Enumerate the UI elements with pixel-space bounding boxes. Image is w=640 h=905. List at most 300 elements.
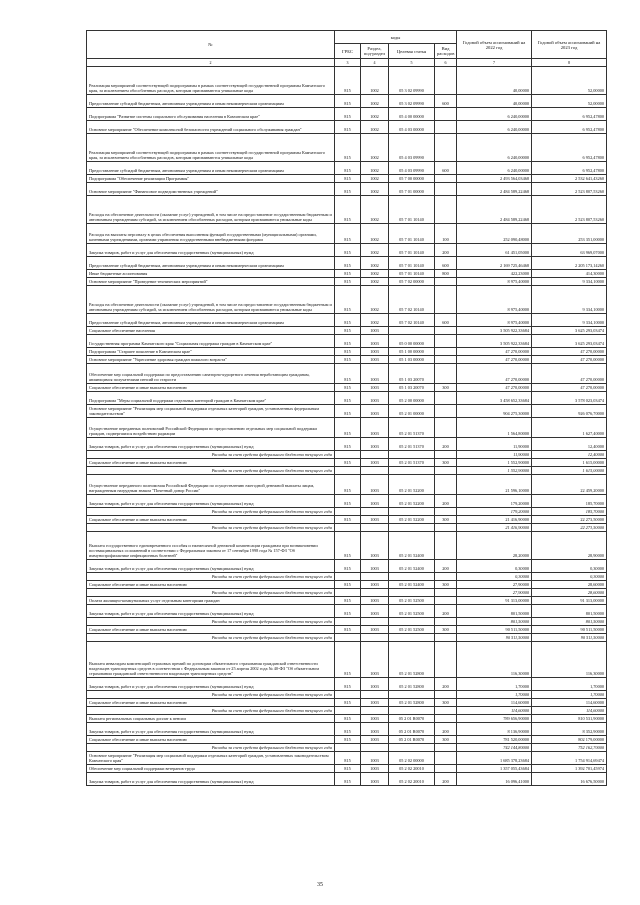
row-description: Закупка товаров, работ и услуг для обеспечения государственных (муниципальных) нужд bbox=[87, 605, 335, 618]
row-description: Государственная программа Камчатского края "Социальная поддержка граждан в Камчатском крае" bbox=[87, 335, 335, 348]
row-expense-type-code bbox=[435, 524, 457, 532]
row-article-code: 05 4 03 00000 bbox=[389, 121, 435, 134]
table-row bbox=[87, 581, 607, 589]
row-amount-2022: 1,70000 bbox=[457, 678, 532, 691]
row-section-code: 1003 bbox=[361, 384, 389, 392]
row-section-code: 1002 bbox=[361, 257, 389, 270]
row-expense-type-code: 300 bbox=[435, 736, 457, 744]
row-grbs-code: 815 bbox=[335, 286, 361, 314]
row-article-code: 05 7 00 00000 bbox=[389, 175, 435, 183]
row-grbs-code: 815 bbox=[335, 516, 361, 524]
row-amount-2023: 1,70000 bbox=[532, 678, 607, 691]
row-amount-2022: 2 169 725,46468 bbox=[457, 257, 532, 270]
row-expense-type-code bbox=[435, 121, 457, 134]
row-article-code: 05 4 03 09990 bbox=[389, 134, 435, 162]
table-row bbox=[87, 773, 607, 786]
row-expense-type-code: 800 bbox=[435, 270, 457, 278]
row-amount-2023: 801,50000 bbox=[532, 605, 607, 618]
row-expense-type-code bbox=[435, 175, 457, 183]
row-description: Расходы за счет средств федерального бюджета текущего года bbox=[87, 451, 335, 459]
row-article-code bbox=[389, 467, 435, 475]
table-row bbox=[87, 715, 607, 723]
row-grbs-code: 815 bbox=[335, 678, 361, 691]
row-grbs-code: 815 bbox=[335, 765, 361, 773]
row-section-code: 1003 bbox=[361, 736, 389, 744]
table-row bbox=[87, 678, 607, 691]
row-section-code: 1002 bbox=[361, 224, 389, 244]
row-article-code: 05 7 02 10140 bbox=[389, 314, 435, 327]
table-row bbox=[87, 348, 607, 356]
row-amount-2023: 6 952,47800 bbox=[532, 134, 607, 162]
row-amount-2023: 28,90000 bbox=[532, 532, 607, 560]
row-amount-2023: 47 270,00000 bbox=[532, 356, 607, 364]
row-amount-2022: 0,30000 bbox=[457, 560, 532, 573]
row-section-code: 1003 bbox=[361, 495, 389, 508]
row-description: Расходы на обеспечение деятельности (оказание услуг) учреждений, в том числе на предоставление государственным бюджетным и автономным учреждениям субсидий, за исключением обособленных расходов, которым присваиваются уникальные коды bbox=[87, 286, 335, 314]
row-amount-2023: 28,60000 bbox=[532, 589, 607, 597]
row-description: Расходы за счет средств федерального бюджета текущего года bbox=[87, 573, 335, 581]
row-amount-2022: 179,20000 bbox=[457, 495, 532, 508]
row-article-code: 05 4 00 00000 bbox=[389, 108, 435, 121]
row-grbs-code: 815 bbox=[335, 642, 361, 678]
row-expense-type-code bbox=[435, 475, 457, 495]
column-index-row bbox=[87, 59, 607, 67]
row-article-code: 05 2 01 52800 bbox=[389, 642, 435, 678]
row-expense-type-code bbox=[435, 405, 457, 418]
row-section-code: 1003 bbox=[361, 532, 389, 560]
row-section-code bbox=[361, 573, 389, 581]
row-article-code: 05 1 03 20070 bbox=[389, 384, 435, 392]
table-row bbox=[87, 752, 607, 765]
row-article-code: 05 7 01 10140 bbox=[389, 270, 435, 278]
row-article-code: 05 7 02 10140 bbox=[389, 286, 435, 314]
row-expense-type-code bbox=[435, 183, 457, 196]
row-expense-type-code bbox=[435, 364, 457, 384]
row-amount-2023: 114,60000 bbox=[532, 707, 607, 715]
row-amount-2023: 1,70000 bbox=[532, 691, 607, 699]
row-amount-2022: 8 136,90000 bbox=[457, 723, 532, 736]
row-article-code: 05 2 01 52500 bbox=[389, 597, 435, 605]
row-description: Основное мероприятие "Реализация мер социальной поддержки отдельных категорий граждан, установленных федеральным законодательством" bbox=[87, 405, 335, 418]
row-grbs-code: 815 bbox=[335, 475, 361, 495]
row-article-code: 05 2 01 R0070 bbox=[389, 736, 435, 744]
row-expense-type-code: 300 bbox=[435, 581, 457, 589]
row-grbs-code: 815 bbox=[335, 108, 361, 121]
row-amount-2023: 185,70000 bbox=[532, 495, 607, 508]
row-section-code: 1003 bbox=[361, 459, 389, 467]
header-section: Раздел, под-раздел bbox=[361, 44, 389, 59]
row-article-code: 05 2 02 20010 bbox=[389, 773, 435, 786]
row-section-code: 1003 bbox=[361, 723, 389, 736]
row-amount-2023: 90 511,50000 bbox=[532, 626, 607, 634]
row-grbs-code bbox=[335, 508, 361, 516]
row-section-code: 1002 bbox=[361, 67, 389, 95]
row-article-code: 05 7 01 10140 bbox=[389, 244, 435, 257]
row-expense-type-code bbox=[435, 356, 457, 364]
row-expense-type-code: 300 bbox=[435, 626, 457, 634]
row-section-code: 1003 bbox=[361, 405, 389, 418]
table-row bbox=[87, 314, 607, 327]
row-amount-2022: 2 484 589,22468 bbox=[457, 196, 532, 224]
row-article-code: 05 2 02 20010 bbox=[389, 765, 435, 773]
row-amount-2023: 12,40000 bbox=[532, 451, 607, 459]
row-article-code: 05 2 01 52500 bbox=[389, 626, 435, 634]
row-grbs-code: 815 bbox=[335, 244, 361, 257]
row-description: Социальное обеспечение населения bbox=[87, 327, 335, 335]
row-description: Закупка товаров, работ и услуг для обеспечения государственных (муниципальных) нужд bbox=[87, 773, 335, 786]
header-grbs: ГРБС bbox=[335, 44, 361, 59]
row-amount-2023: 9 334,10000 bbox=[532, 286, 607, 314]
row-section-code bbox=[361, 524, 389, 532]
header-expense-type: Вид расходов bbox=[435, 44, 457, 59]
table-row bbox=[87, 642, 607, 678]
row-grbs-code: 815 bbox=[335, 605, 361, 618]
table-row bbox=[87, 459, 607, 467]
row-section-code bbox=[361, 691, 389, 699]
row-expense-type-code bbox=[435, 752, 457, 765]
row-expense-type-code: 100 bbox=[435, 224, 457, 244]
row-amount-2023: 1 392 701,45974 bbox=[532, 765, 607, 773]
row-amount-2022: 1 685 378,23684 bbox=[457, 752, 532, 765]
row-article-code: 05 1 03 00000 bbox=[389, 356, 435, 364]
row-article-code: 05 1 03 20070 bbox=[389, 364, 435, 384]
row-grbs-code: 815 bbox=[335, 392, 361, 405]
row-amount-2023: 0,30000 bbox=[532, 560, 607, 573]
row-section-code: 1003 bbox=[361, 597, 389, 605]
row-description: Расходы на обеспечение деятельности (оказание услуг) учреждений, в том числе на предоставление государственным бюджетным и автономным учреждениям субсидий, за исключением обособленных расходов, которым присваиваются уникальные коды bbox=[87, 196, 335, 224]
row-grbs-code bbox=[335, 451, 361, 459]
row-grbs-code bbox=[335, 691, 361, 699]
row-amount-2022: 3 458 652,33684 bbox=[457, 392, 532, 405]
row-expense-type-code: 200 bbox=[435, 605, 457, 618]
row-section-code: 1003 bbox=[361, 356, 389, 364]
row-amount-2022: 27,90000 bbox=[457, 581, 532, 589]
row-section-code bbox=[361, 508, 389, 516]
row-article-code: 05 2 01 51370 bbox=[389, 418, 435, 438]
row-grbs-code: 815 bbox=[335, 773, 361, 786]
row-amount-2022: 91 313,00000 bbox=[457, 597, 532, 605]
row-section-code: 1003 bbox=[361, 364, 389, 384]
row-article-code bbox=[389, 744, 435, 752]
row-section-code: 1003 bbox=[361, 560, 389, 573]
row-section-code: 1003 bbox=[361, 605, 389, 618]
row-description: Расходы за счет средств федерального бюджета текущего года bbox=[87, 744, 335, 752]
federal-budget-note-row bbox=[87, 508, 607, 516]
row-section-code: 1003 bbox=[361, 516, 389, 524]
row-section-code: 1002 bbox=[361, 134, 389, 162]
table-row bbox=[87, 560, 607, 573]
row-description: Основное мероприятие "Обеспечение комплексной безопасности учреждений социального обслуживания граждан" bbox=[87, 121, 335, 134]
row-amount-2022: 2 493 564,03468 bbox=[457, 175, 532, 183]
row-description: Социальное обеспечение и иные выплаты населению bbox=[87, 459, 335, 467]
row-expense-type-code: 200 bbox=[435, 678, 457, 691]
row-grbs-code: 815 bbox=[335, 597, 361, 605]
row-description: Основное мероприятие "Финансовое подведомственных учреждений" bbox=[87, 183, 335, 196]
budget-table bbox=[86, 30, 607, 786]
row-article-code: 05 3 02 09990 bbox=[389, 95, 435, 108]
row-grbs-code: 815 bbox=[335, 495, 361, 508]
row-amount-2023: 91 313,00000 bbox=[532, 597, 607, 605]
row-description: Основное мероприятие "Укрепление здоровья граждан пожилого возраста" bbox=[87, 356, 335, 364]
row-amount-2022: 6 240,00000 bbox=[457, 108, 532, 121]
table-row bbox=[87, 121, 607, 134]
row-article-code: 05 2 01 52200 bbox=[389, 495, 435, 508]
table-row bbox=[87, 108, 607, 121]
row-expense-type-code bbox=[435, 335, 457, 348]
col-index: 8 bbox=[532, 59, 607, 67]
table-row bbox=[87, 384, 607, 392]
row-description: Закупка товаров, работ и услуг для обеспечения государственных (муниципальных) нужд bbox=[87, 723, 335, 736]
row-article-code: 05 2 01 52500 bbox=[389, 605, 435, 618]
row-description: Расходы за счет средств федерального бюджета текущего года bbox=[87, 634, 335, 642]
row-grbs-code: 815 bbox=[335, 699, 361, 707]
row-expense-type-code bbox=[435, 418, 457, 438]
federal-budget-note-row bbox=[87, 618, 607, 626]
row-grbs-code bbox=[335, 707, 361, 715]
row-grbs-code bbox=[335, 744, 361, 752]
row-amount-2023: 185,70000 bbox=[532, 508, 607, 516]
row-description: Расходы за счет средств федерального бюджета текущего года bbox=[87, 691, 335, 699]
row-amount-2023: 52,00000 bbox=[532, 95, 607, 108]
row-amount-2022: 16 096,41000 bbox=[457, 773, 532, 786]
row-expense-type-code: 300 bbox=[435, 516, 457, 524]
row-amount-2022: 742 144,80000 bbox=[457, 744, 532, 752]
col-index: 2 bbox=[87, 59, 335, 67]
row-amount-2022: 3 505 922,33684 bbox=[457, 327, 532, 335]
federal-budget-note-row bbox=[87, 589, 607, 597]
row-expense-type-code bbox=[435, 286, 457, 314]
row-amount-2022: 40,00000 bbox=[457, 95, 532, 108]
row-section-code bbox=[361, 618, 389, 626]
row-grbs-code: 815 bbox=[335, 459, 361, 467]
row-amount-2023: 801,50000 bbox=[532, 618, 607, 626]
row-amount-2022: 8 975,40000 bbox=[457, 278, 532, 286]
row-amount-2023: 116,30000 bbox=[532, 642, 607, 678]
row-amount-2022: 8 975,40000 bbox=[457, 314, 532, 327]
row-section-code: 1003 bbox=[361, 642, 389, 678]
row-section-code bbox=[361, 589, 389, 597]
row-expense-type-code bbox=[435, 707, 457, 715]
row-expense-type-code bbox=[435, 134, 457, 162]
row-expense-type-code: 600 bbox=[435, 95, 457, 108]
row-description: Выплата региональных социальных доплат к пенсии bbox=[87, 715, 335, 723]
row-description: Выплата государственного единовременного пособия и ежемесячной денежной компенсации гражданам при возникновении поствакцинальных осложнений в соответствии с Федеральным законом от 17 сентября 1998 года № 157-ФЗ "Об иммунопрофилактике инфекционных болезней" bbox=[87, 532, 335, 560]
row-description: Расходы за счет средств федерального бюджета текущего года bbox=[87, 618, 335, 626]
row-amount-2022: 11,90000 bbox=[457, 438, 532, 451]
row-expense-type-code bbox=[435, 691, 457, 699]
row-grbs-code: 815 bbox=[335, 121, 361, 134]
table-row bbox=[87, 364, 607, 384]
row-description: Подпрограмма "Меры социальной поддержки отдельных категорий граждан в Камчатском крае" bbox=[87, 392, 335, 405]
row-section-code bbox=[361, 707, 389, 715]
row-amount-2023: 1 627,40000 bbox=[532, 418, 607, 438]
row-grbs-code: 815 bbox=[335, 356, 361, 364]
row-expense-type-code: 200 bbox=[435, 495, 457, 508]
row-amount-2022: 422,23000 bbox=[457, 270, 532, 278]
table-row bbox=[87, 405, 607, 418]
header-article: Целевая статья bbox=[389, 44, 435, 59]
header-volume-2023: Годовой объем ассигнований на 2023 год bbox=[532, 31, 607, 59]
row-amount-2022: 0,30000 bbox=[457, 573, 532, 581]
row-amount-2022: 40,00000 bbox=[457, 67, 532, 95]
row-section-code: 1003 bbox=[361, 715, 389, 723]
row-section-code: 1003 bbox=[361, 699, 389, 707]
row-grbs-code: 815 bbox=[335, 134, 361, 162]
row-description: Социальное обеспечение и иные выплаты населению bbox=[87, 626, 335, 634]
table-row bbox=[87, 723, 607, 736]
row-grbs-code: 815 bbox=[335, 626, 361, 634]
row-section-code: 1002 bbox=[361, 286, 389, 314]
row-amount-2023: 16 676,50000 bbox=[532, 773, 607, 786]
row-grbs-code bbox=[335, 618, 361, 626]
table-row bbox=[87, 438, 607, 451]
row-article-code: 05 2 01 52800 bbox=[389, 678, 435, 691]
row-expense-type-code bbox=[435, 744, 457, 752]
table-row bbox=[87, 257, 607, 270]
row-amount-2023: 1 615,00000 bbox=[532, 467, 607, 475]
row-article-code: 05 2 01 00000 bbox=[389, 405, 435, 418]
row-amount-2023: 3 625 293,03474 bbox=[532, 335, 607, 348]
row-description: Основное мероприятие "Реализация мер социальной поддержки отдельных категорий граждан, установленных законодательством Камчатского края" bbox=[87, 752, 335, 765]
page-number: 35 bbox=[317, 882, 323, 888]
row-description: Расходы на выплаты персоналу в целях обеспечения выполнения функций государственными (муниципальными) органами, казенными учреждениями, органами управления государственными внебюджетными фондами bbox=[87, 224, 335, 244]
row-grbs-code: 815 bbox=[335, 314, 361, 327]
row-amount-2022: 801,50000 bbox=[457, 605, 532, 618]
row-expense-type-code bbox=[435, 508, 457, 516]
row-amount-2023: 90 511,50000 bbox=[532, 634, 607, 642]
row-amount-2022: 179,20000 bbox=[457, 508, 532, 516]
row-section-code: 1002 bbox=[361, 175, 389, 183]
row-section-code: 1003 bbox=[361, 626, 389, 634]
row-section-code: 1002 bbox=[361, 108, 389, 121]
table-row bbox=[87, 605, 607, 618]
row-amount-2022: 1 357 055,43684 bbox=[457, 765, 532, 773]
row-grbs-code: 815 bbox=[335, 438, 361, 451]
row-amount-2022: 61 451,05000 bbox=[457, 244, 532, 257]
table-row bbox=[87, 516, 607, 524]
row-article-code bbox=[389, 618, 435, 626]
row-description: Закупка товаров, работ и услуг для обеспечения государственных (муниципальных) нужд bbox=[87, 438, 335, 451]
header-volume-2022: Годовой объем ассигнований на 2022 год bbox=[457, 31, 532, 59]
row-amount-2023: 0,30000 bbox=[532, 573, 607, 581]
col-index: 4 bbox=[361, 59, 389, 67]
row-grbs-code bbox=[335, 524, 361, 532]
row-section-code: 1002 bbox=[361, 244, 389, 257]
row-section-code: 1003 bbox=[361, 335, 389, 348]
row-amount-2022: 114,60000 bbox=[457, 699, 532, 707]
row-article-code: 05 2 01 52800 bbox=[389, 699, 435, 707]
row-expense-type-code: 200 bbox=[435, 560, 457, 573]
row-grbs-code: 815 bbox=[335, 196, 361, 224]
row-expense-type-code bbox=[435, 715, 457, 723]
table-row bbox=[87, 765, 607, 773]
row-amount-2022: 781 520,00000 bbox=[457, 736, 532, 744]
row-section-code: 1003 bbox=[361, 752, 389, 765]
row-article-code bbox=[389, 573, 435, 581]
row-section-code: 1003 bbox=[361, 348, 389, 356]
row-grbs-code bbox=[335, 467, 361, 475]
row-section-code: 1003 bbox=[361, 418, 389, 438]
row-expense-type-code bbox=[435, 597, 457, 605]
row-amount-2023: 22 273,50000 bbox=[532, 524, 607, 532]
row-amount-2023: 28,60000 bbox=[532, 581, 607, 589]
row-grbs-code: 815 bbox=[335, 162, 361, 175]
row-section-code: 1003 bbox=[361, 581, 389, 589]
row-description: Социальное обеспечение и иные выплаты населению bbox=[87, 736, 335, 744]
row-amount-2022: 2 484 589,22468 bbox=[457, 183, 532, 196]
table-row bbox=[87, 475, 607, 495]
row-article-code bbox=[389, 524, 435, 532]
row-description: Иные бюджетные ассигнования bbox=[87, 270, 335, 278]
row-description: Закупка товаров, работ и услуг для обеспечения государственных (муниципальных) нужд bbox=[87, 495, 335, 508]
row-expense-type-code bbox=[435, 278, 457, 286]
row-description: Расходы за счет средств федерального бюджета текущего года bbox=[87, 589, 335, 597]
row-expense-type-code: 200 bbox=[435, 773, 457, 786]
row-section-code: 1002 bbox=[361, 278, 389, 286]
row-section-code bbox=[361, 634, 389, 642]
row-expense-type-code bbox=[435, 765, 457, 773]
row-amount-2023: 253 351,00000 bbox=[532, 224, 607, 244]
row-amount-2023: 22 459,20000 bbox=[532, 475, 607, 495]
row-article-code bbox=[389, 508, 435, 516]
row-description: Осуществление переданного полномочия Российской Федерации по осуществлению ежегодной денежной выплаты лицам, награжденным нагрудным знаком "Почетный донор России" bbox=[87, 475, 335, 495]
row-amount-2022: 6 240,00000 bbox=[457, 121, 532, 134]
row-amount-2022: 3 505 922,33684 bbox=[457, 335, 532, 348]
row-grbs-code: 815 bbox=[335, 715, 361, 723]
row-section-code: 1002 bbox=[361, 95, 389, 108]
federal-budget-note-row bbox=[87, 707, 607, 715]
row-section-code: 1002 bbox=[361, 270, 389, 278]
federal-budget-note-row bbox=[87, 744, 607, 752]
row-description: Предоставление субсидий бюджетным, автономным учреждениям и иным некоммерческим организациям bbox=[87, 257, 335, 270]
row-article-code: 05 2 01 51370 bbox=[389, 438, 435, 451]
row-grbs-code: 815 bbox=[335, 418, 361, 438]
row-amount-2023: 3 625 293,03474 bbox=[532, 327, 607, 335]
row-amount-2023: 9 334,10000 bbox=[532, 314, 607, 327]
row-amount-2023: 752 162,70000 bbox=[532, 744, 607, 752]
row-grbs-code bbox=[335, 573, 361, 581]
row-section-code: 1002 bbox=[361, 314, 389, 327]
row-amount-2022: 8 975,40000 bbox=[457, 286, 532, 314]
row-description: Социальное обеспечение и иные выплаты населению bbox=[87, 581, 335, 589]
row-article-code bbox=[389, 707, 435, 715]
row-article-code: 05 2 02 00000 bbox=[389, 752, 435, 765]
row-amount-2022: 47 270,00000 bbox=[457, 364, 532, 384]
row-expense-type-code bbox=[435, 532, 457, 560]
col-index: 3 bbox=[335, 59, 361, 67]
row-amount-2023: 8 352,90000 bbox=[532, 723, 607, 736]
row-grbs-code: 815 bbox=[335, 183, 361, 196]
row-article-code: 05 7 02 00000 bbox=[389, 278, 435, 286]
col-index: 7 bbox=[457, 59, 532, 67]
table-row bbox=[87, 418, 607, 438]
row-section-code: 1003 bbox=[361, 392, 389, 405]
row-article-code: 05 0 00 00000 bbox=[389, 335, 435, 348]
row-expense-type-code bbox=[435, 589, 457, 597]
row-amount-2023: 2 523 807,53260 bbox=[532, 196, 607, 224]
row-article-code: 05 2 01 52200 bbox=[389, 516, 435, 524]
row-expense-type-code: 600 bbox=[435, 162, 457, 175]
table-row bbox=[87, 335, 607, 348]
table-row bbox=[87, 495, 607, 508]
row-article-code: 05 2 01 52400 bbox=[389, 532, 435, 560]
table-row bbox=[87, 597, 607, 605]
row-amount-2022: 11,90000 bbox=[457, 451, 532, 459]
row-expense-type-code bbox=[435, 327, 457, 335]
table-row bbox=[87, 175, 607, 183]
table-row bbox=[87, 134, 607, 162]
row-amount-2022: 1,70000 bbox=[457, 691, 532, 699]
